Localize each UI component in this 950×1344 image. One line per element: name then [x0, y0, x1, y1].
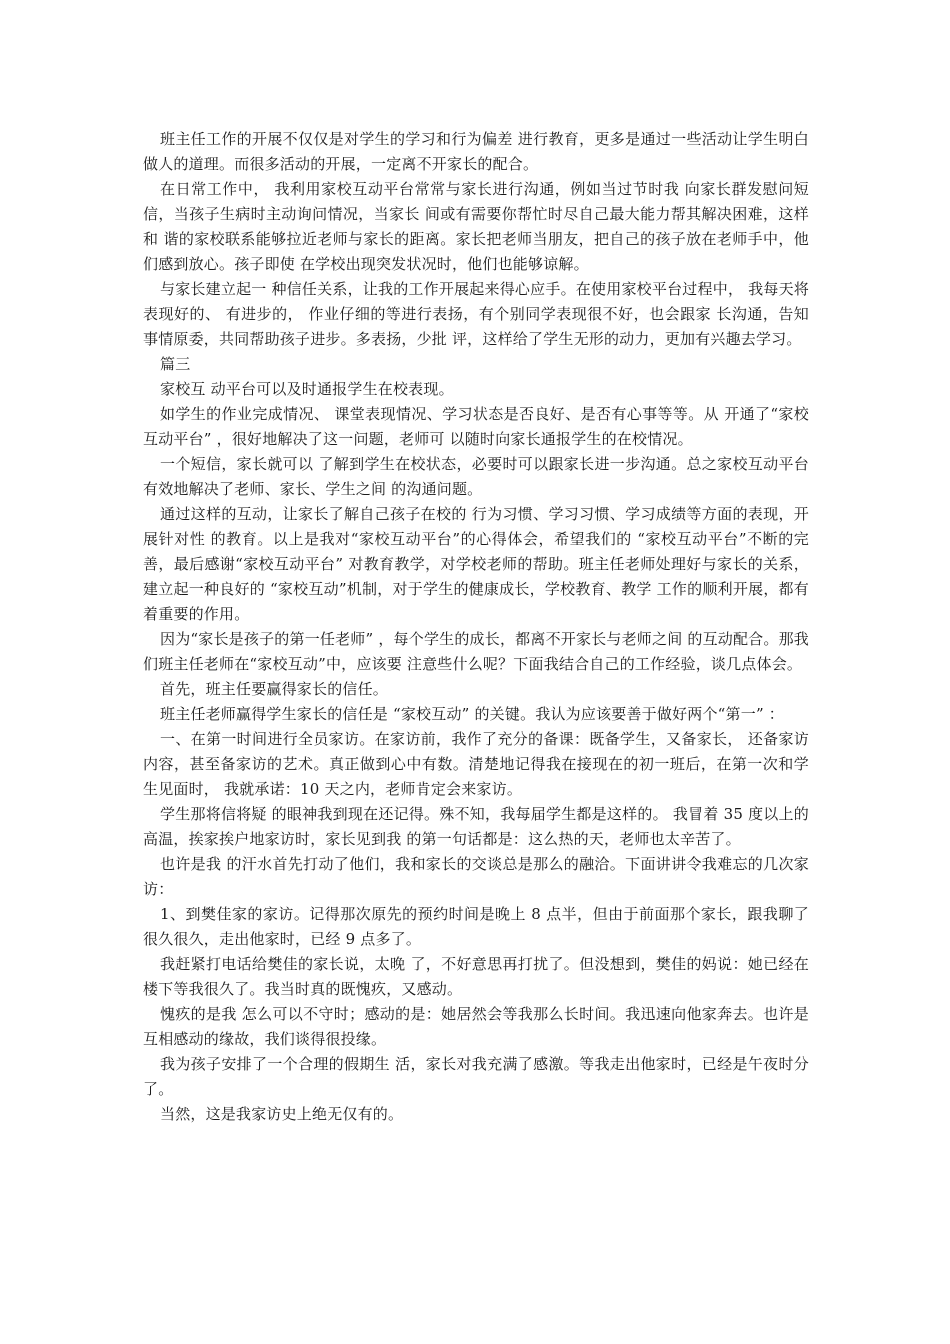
paragraph-6: 如学生的作业完成情况、 课堂表现情况、学习状态是否良好、是否有心事等等。从 开通了“家校互动平台” ，很好地解决了这一问题，老师可 以随时向家长通报学生的在校情况。 [143, 405, 809, 448]
paragraph-10: 首先，班主任要赢得家长的信任。 [160, 680, 389, 698]
paragraph-8: 通过这样的互动，让家长了解自己孩子在校的 行为习惯、学习习惯、学习成绩等方面的表现，开展针对性 的教育。以上是我对“家校互动平台”的心得体会，希望我们的 “家校互动平台”不断的完善，最后感谢“家校互动平台” 对教育教学，对学校老师的帮助。班主任老师处理好与家长的关系，建立起一种良好的 “家校互动”机制，对于学生的健康成长，学校教育、教学 工作的顺利开展，都有着重要的作用。 [143, 505, 809, 623]
paragraph-17: 愧疚的是我 怎么可以不守时；感动的是：她居然会等我那么长时间。我迅速向他家奔去。也许是互相感动的缘故，我们谈得很投缘。 [143, 1005, 809, 1048]
paragraph-3: 与家长建立起一 种信任关系，让我的工作开展起来得心应手。在使用家校平台过程中， 我每天将表现好的、 有进步的， 作业仔细的等进行表扬，有个别同学表现很不好，也会跟家 长沟通，告知事情原委，共同帮助孩子进步。多表扬，少批 评，这样给了学生无形的动力，更加有兴趣去学习。 [143, 280, 809, 348]
paragraph-16: 我赶紧打电话给樊佳的家长说，太晚 了，不好意思再打扰了。但没想到，樊佳的妈说：她已经在楼下等我很久了。我当时真的既愧疚，又感动。 [143, 955, 809, 998]
paragraph-11: 班主任老师赢得学生家长的信任是 “家校互动” 的关键。我认为应该要善于做好两个“第一” ： [160, 705, 784, 723]
paragraph-13: 学生那将信将疑 的眼神我到现在还记得。殊不知，我每届学生都是这样的。 我冒着 35 度以上的高温，挨家挨户地家访时，家长见到我 的第一句话都是：这么热的天，老师也太辛苦了。 [143, 805, 809, 848]
section-heading: 篇三 [160, 355, 191, 373]
paragraph-5: 家校互 动平台可以及时通报学生在校表现。 [160, 380, 454, 398]
paragraph-15: 1、到樊佳家的家访。记得那次原先的预约时间是晚上 8 点半，但由于前面那个家长，跟我聊了很久很久，走出他家时，已经 9 点多了。 [143, 905, 809, 948]
paragraph-2: 在日常工作中， 我利用家校互动平台常常与家长进行沟通，例如当过节时我 向家长群发慰问短信，当孩子生病时主动询问情况，当家长 间或有需要你帮忙时尽自己最大能力帮其解决困难，这样和 谐的家校联系能够拉近老师与家长的距离。家长把老师当朋友，把自己的孩子放在老师手中，他们感到放心。孩子即使 在学校出现突发状况时，他们也能够谅解。 [143, 180, 809, 273]
paragraph-19: 当然，这是我家访史上绝无仅有的。 [160, 1105, 404, 1123]
paragraph-18: 我为孩子安排了一个合理的假期生 活，家长对我充满了感激。等我走出他家时，已经是午夜时分了。 [143, 1055, 809, 1098]
paragraph-14: 也许是我 的汗水首先打动了他们，我和家长的交谈总是那么的融洽。下面讲讲令我难忘的几次家访： [143, 855, 809, 898]
paragraph-9: 因为“家长是孩子的第一任老师” ，每个学生的成长，都离不开家长与老师之间 的互动配合。那我们班主任老师在“家校互动”中，应该要 注意些什么呢？下面我结合自己的工作经验，谈几点体会。 [143, 630, 809, 673]
paragraph-1: 班主任工作的开展不仅仅是对学生的学习和行为偏差 进行教育，更多是通过一些活动让学生明白做人的道理。而很多活动的开展，一定离不开家长的配合。 [143, 130, 809, 173]
paragraph-12: 一、在第一时间进行全员家访。在家访前，我作了充分的备课：既备学生，又备家长， 还备家访内容，甚至备家访的艺术。真正做到心中有数。清楚地记得我在接现在的初一班后，在第一次和学生见面时， 我就承诺：10 天之内，老师肯定会来家访。 [143, 730, 809, 798]
document-body [143, 127, 809, 1127]
paragraph-7: 一个短信，家长就可以 了解到学生在校状态，必要时可以跟家长进一步沟通。总之家校互动平台有效地解决了老师、家长、学生之间 的沟通问题。 [143, 455, 809, 498]
